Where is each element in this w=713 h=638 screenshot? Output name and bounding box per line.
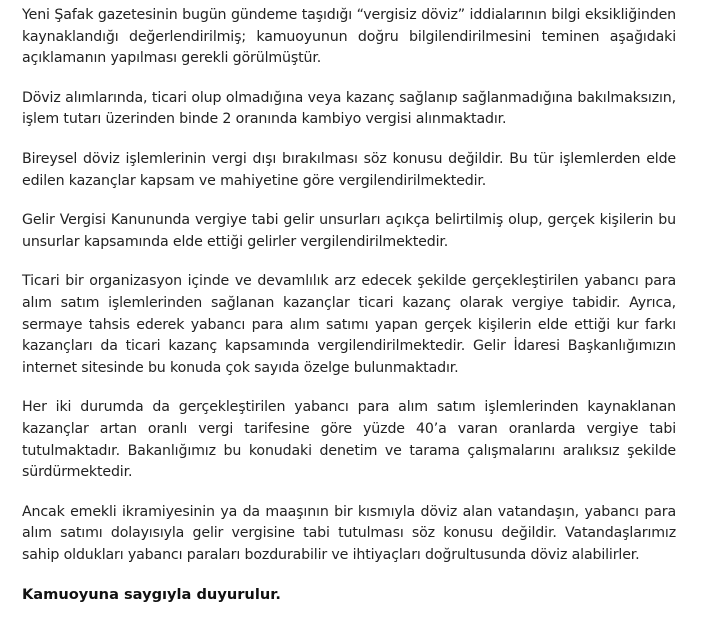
paragraph-commercial-gains: Ticari bir organizasyon içinde ve devamlılık arz edecek şekilde gerçekleştirilen yabancı para alım satım işlemlerinden sağlanan kazançlar ticari kazanç olarak vergiye tabidir. Ayrıca, sermaye tahsis ederek yabancı para alım satımı yapan gerçek kişilerin elde ettiği kur farkı kazançları da ticari kazanç kapsamında vergilendirilmektedir. Gelir İdaresi Başkanlığımızın internet sitesinde bu konuda çok sayıda özelge bulunmaktadır. [22, 273, 676, 376]
paragraph-tax-rates: Her iki durumda da gerçekleştirilen yabancı para alım satım işlemlerinden kaynaklanan kazançlar artan oranlı vergi tarifesine göre yüzde 40’a varan oranlarda vergiye tabi tutulmaktadır. Bakanlığımız bu konudaki denetim ve tarama çalışmalarını aralıksız şekilde sürdürmektedir. [22, 399, 676, 481]
statement-document [22, 5, 676, 606]
paragraph-individual-transactions: Bireysel döviz işlemlerinin vergi dışı bırakılması söz konusu değildir. Bu tür işlemlerden elde edilen kazançlar kapsam ve mahiyetine göre vergilendirilmektedir. [22, 150, 676, 189]
paragraph-exchange-tax: Döviz alımlarında, ticari olup olmadığına veya kazanç sağlanıp sağlanmadığına bakılmaksızın, işlem tutarı üzerinden binde 2 oranında kambiyo vergisi alınmaktadır. [22, 89, 676, 128]
paragraph-income-tax-law: Gelir Vergisi Kanununda vergiye tabi gelir unsurları açıkça belirtilmiş olup, gerçek kişilerin bu unsurlar kapsamında elde ettiği gelirler vergilendirilmektedir. [22, 212, 676, 250]
paragraph-retirees: Ancak emekli ikramiyesinin ya da maaşının bir kısmıyla döviz alan vatandaşın, yabancı para alım satımı dolayısıyla gelir vergisine tabi tutulması söz konusu değildir. Vatandaşlarımız sahip oldukları yabancı paraları bozdurabilir ve ihtiyaçları doğrultusunda döviz alabilirler. [22, 503, 676, 563]
closing-statement: Kamuoyuna saygıyla duyurulur. [22, 586, 281, 604]
paragraph-intro: Yeni Şafak gazetesinin bugün gündeme taşıdığı “vergisiz döviz” iddialarının bilgi eksikliğinden kaynaklandığı değerlendirilmiş; kamuoyunun doğru bilgilendirilmesini teminen aşağıdaki açıklamanın yapılması gerekli görülmüştür. [22, 7, 676, 67]
